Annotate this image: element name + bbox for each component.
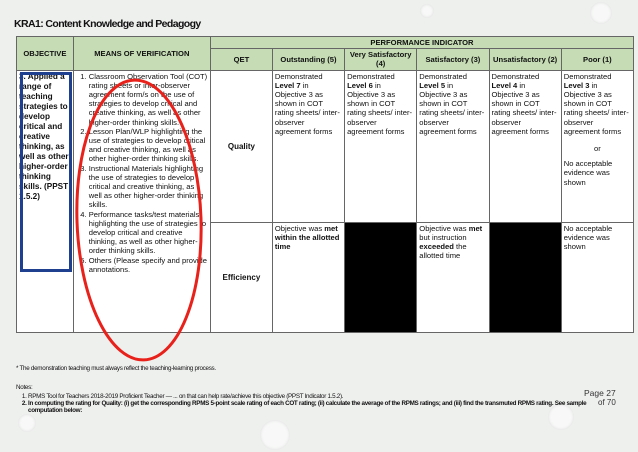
quality-label: Quality	[210, 70, 272, 222]
notes-section	[16, 384, 616, 414]
efficiency-text: the allotted time	[419, 242, 467, 261]
quality-level: Level 6	[347, 80, 373, 90]
note-item: 1. RPMS Tool for Teachers 2018-2019 Proficient Teacher — ... on that can help rate/achieve this objective (PPST Indicator 1.5.2).	[28, 393, 616, 400]
objective-cell: 3. Applied a range of teaching strategies to develop critical and creative thinking, as well as other higher-order thinking skills. (PPST 1.5.2)	[17, 70, 74, 332]
quality-text: in Objective 3 as shown in COT rating sheets/ inter-observer agreement forms	[419, 80, 485, 136]
level-header-satisfactory: Satisfactory (3)	[417, 49, 489, 70]
notes-label: Notes:	[16, 384, 33, 391]
quality-level: Level 4	[491, 80, 518, 90]
page-total: of 70	[598, 398, 616, 407]
level-header-unsatisfactory: Unsatisfactory (2)	[489, 49, 561, 70]
red-circle-annotation-stroke	[72, 78, 206, 362]
efficiency-emphasis: exceeded	[419, 242, 454, 252]
means-item: 5. Others (Please specify and provide annotations.	[89, 256, 208, 274]
quality-text: Demonstrated	[347, 71, 395, 81]
efficiency-text: Objective was	[274, 223, 325, 233]
performance-indicator-header: PERFORMANCE INDICATOR	[210, 37, 633, 49]
quality-text: Demonstrated	[274, 71, 323, 81]
efficiency-text: Objective was	[419, 223, 469, 233]
means-header: MEANS OF VERIFICATION	[73, 37, 210, 71]
qet-header: QET	[210, 49, 272, 70]
quality-text: in Objective 3 as shown in COT rating sheets/ inter-observer agreement forms	[347, 80, 413, 136]
quality-text: in Objective 3 as shown in COT rating sheets/ inter-observer agreement forms	[491, 80, 557, 136]
note-item: 2. In computing the rating for Quality: (i) get the corresponding RPMS 5-point scale rating of each COT rating; (ii) calculate the average of the RPMS ratings; and (iii) find the transmuted RPMS rating. See sample computation below:	[28, 400, 616, 414]
quality-level: Level 3	[563, 80, 590, 90]
page-title: KRA1: Content Knowledge and Pedagogy	[14, 18, 201, 30]
page-number: Page 27	[584, 388, 616, 398]
means-item: 2. Lesson Plan/WLP highlighting the use of strategies to develop critical and creative thinking, as well as other higher-order thinking skills.	[89, 127, 208, 164]
level-header-very-satisfactory: Very Satisfactory (4)	[345, 49, 417, 70]
means-item: 1. Classroom Observation Tool (COT) rating sheets or inter-observer agreement form/s on the use of strategies to develop critical and creative thinking, as well as other higher-order thinking skills.	[89, 72, 208, 127]
quality-text: Demonstrated	[491, 71, 540, 81]
quality-no-evidence: No acceptable evidence was shown	[563, 159, 613, 187]
means-item: 3. Instructional Materials highlighting the use of strategies to develop critical and creative thinking, as well as other higher-order thinking skills.	[89, 164, 208, 210]
footnote: * The demonstration teaching must always reflect the teaching-learning process.	[16, 365, 216, 372]
objective-header: OBJECTIVE	[17, 37, 74, 71]
means-item: 4. Performance tasks/test materials highlighting the use of strategies to develop critical and creative thinking, as well as other higher-order thinking skills.	[89, 210, 208, 256]
quality-level: Level 7	[274, 80, 301, 90]
level-header-outstanding: Outstanding (5)	[272, 49, 344, 70]
quality-level: Level 5	[419, 80, 446, 90]
efficiency-label: Efficiency	[210, 222, 272, 332]
quality-or: or	[593, 144, 601, 154]
quality-text: Demonstrated	[419, 71, 467, 81]
efficiency-poor-cell: No acceptable evidence was shown	[561, 222, 633, 332]
efficiency-emphasis: met within the allotted time	[274, 223, 340, 252]
efficiency-emphasis: met	[468, 223, 483, 233]
efficiency-text: but instruction	[419, 232, 467, 242]
quality-text: in Objective 3 as shown in COT rating sheets/ inter-observer agreement forms	[274, 80, 340, 136]
level-header-poor: Poor (1)	[561, 49, 633, 70]
quality-text: Demonstrated	[563, 71, 612, 81]
quality-text: in Objective 3 as shown in COT rating sheets/ inter-observer agreement forms	[563, 80, 629, 136]
